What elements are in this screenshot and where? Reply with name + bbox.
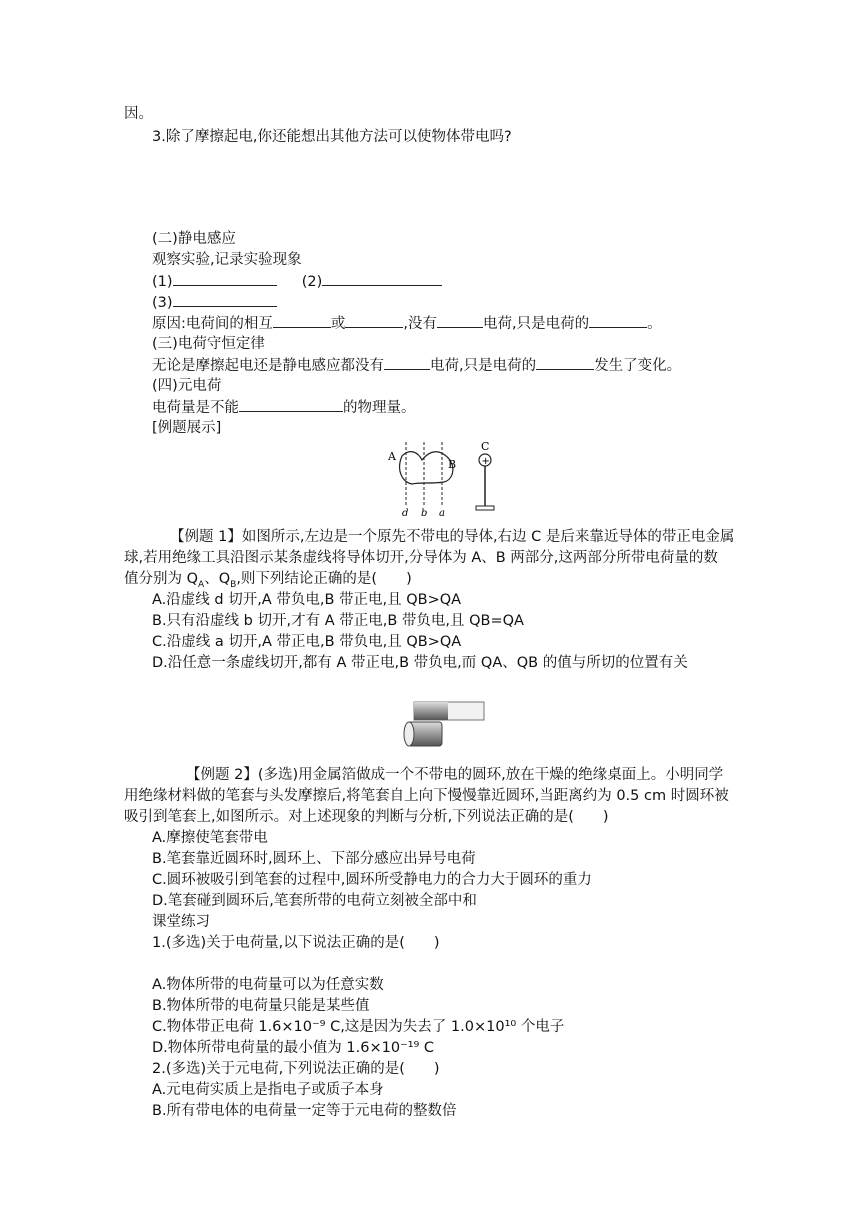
subscript: B: [230, 579, 237, 590]
blank: [322, 271, 442, 286]
obs-1-label: (1): [152, 274, 173, 290]
practice-1-option-d: D.物体所带电荷量的最小值为 1.6×10⁻¹⁹ C: [152, 1040, 435, 1056]
heading-conservation: (三)电荷守恒定律: [152, 336, 265, 352]
label-a: a: [439, 508, 445, 518]
label-d: d: [402, 508, 409, 518]
pen-cap-ring-figure: [400, 700, 490, 750]
text: 值分别为 Q: [124, 571, 199, 587]
example-1-option-a: A.沿虚线 d 切开,A 带负电,B 带正电,且 QB>QA: [152, 592, 462, 608]
elementary-line: [152, 397, 416, 418]
text: 原因:电荷间的相互: [152, 316, 273, 332]
blank: [273, 313, 331, 328]
heading-elementary-charge: (四)元电荷: [152, 378, 222, 394]
practice-question-2: 2.(多选)关于元电荷,下列说法正确的是( ): [152, 1061, 440, 1077]
practice-2-option-a: A.元电荷实质上是指电子或质子本身: [152, 1082, 384, 1098]
text: ,没有: [403, 316, 437, 332]
stand-base: [476, 506, 494, 510]
blank: [589, 313, 647, 328]
example-2-option-a: A.摩擦使笔套带电: [152, 830, 268, 846]
blank: [173, 292, 277, 307]
label-B: B: [448, 458, 457, 471]
reason-line: [152, 313, 662, 334]
question-3: 3.除了摩擦起电,你还能想出其他方法可以使物体带电吗?: [152, 129, 512, 145]
example-1-line-2: 球,若用绝缘工具沿图示某条虚线将导体切开,分导体为 A、B 两部分,这两部分所带电荷量的数: [124, 550, 718, 566]
practice-1-option-b: B.物体所带的电荷量只能是某些值: [152, 998, 370, 1014]
example-2-option-d: D.笔套碰到圆环后,笔套所带的电荷立刻被全部中和: [152, 893, 477, 909]
ring-opening: [404, 722, 414, 746]
observation-row-2: [152, 292, 277, 313]
conductor-figure: [384, 438, 504, 518]
label-b: b: [421, 508, 428, 518]
blank: [345, 313, 403, 328]
example-1-line-1: 【例题 1】如图所示,左边是一个原先不带电的导体,右边 C 是后来靠近导体的带正电金属: [170, 529, 735, 545]
example-2-line-3: 吸引到笔套上,如图所示。对上述现象的判断与分析,下列说法正确的是( ): [124, 809, 609, 825]
example-1-option-c: C.沿虚线 a 切开,A 带正电,B 带负电,且 QB>QA: [152, 634, 462, 650]
text: 发生了变化。: [594, 358, 682, 374]
text: 、Q: [204, 571, 231, 587]
text: 或: [330, 316, 346, 332]
example-1-option-b: B.只有沿虚线 b 切开,才有 A 带正电,B 带负电,且 QB=QA: [152, 613, 524, 629]
example-1-option-d: D.沿任意一条虚线切开,都有 A 带正电,B 带负电,而 QA、QB 的值与所切的位置有关: [152, 655, 688, 671]
practice-1-option-a: A.物体所带的电荷量可以为任意实数: [152, 977, 384, 993]
practice-2-option-b: B.所有带电体的电荷量一定等于元电荷的整数倍: [152, 1103, 457, 1119]
practice-1-option-c: C.物体带正电荷 1.6×10⁻⁹ C,这是因为失去了 1.0×10¹⁰ 个电子: [152, 1019, 565, 1035]
label-A: A: [388, 450, 396, 463]
text: 电荷,只是电荷的: [430, 358, 537, 374]
text: 电荷,只是电荷的: [483, 316, 590, 332]
text: 。: [647, 316, 662, 332]
text: 的物理量。: [343, 400, 416, 416]
blank: [384, 355, 430, 370]
example-2-line-1: 【例题 2】(多选)用金属箔做成一个不带电的圆环,放在干燥的绝缘桌面上。小明同学: [186, 767, 724, 783]
conductor-shape: [400, 452, 453, 484]
text-line: 因。: [124, 106, 153, 122]
observe-text: 观察实验,记录实验现象: [152, 252, 302, 268]
subscript: A: [198, 579, 205, 590]
example-heading: [例题展示]: [152, 420, 222, 436]
conservation-line: [152, 355, 681, 376]
heading-electrostatic-induction: (二)静电感应: [152, 231, 236, 247]
blank: [437, 313, 483, 328]
example-2-option-c: C.圆环被吸引到笔套的过程中,圆环所受静电力的合力大于圆环的重力: [152, 872, 592, 888]
example-2-option-b: B.笔套靠近圆环时,圆环上、下部分感应出异号电荷: [152, 851, 476, 867]
label-C: C: [481, 440, 490, 453]
blank: [536, 355, 594, 370]
text: 电荷量是不能: [152, 400, 239, 416]
obs-3-label: (3): [152, 295, 173, 311]
text: ,则下列结论正确的是( ): [236, 571, 412, 587]
practice-question-1: 1.(多选)关于电荷量,以下说法正确的是( ): [152, 935, 440, 951]
plus-sign: +: [481, 456, 490, 467]
text: 无论是摩擦起电还是静电感应都没有: [152, 358, 384, 374]
practice-heading: 课堂练习: [152, 914, 210, 930]
example-2-line-2: 用绝缘材料做的笔套与头发摩擦后,将笔套自上向下慢慢靠近圆环,当距离约为 0.5 cm 时圆环被: [124, 788, 729, 804]
obs-2-label: (2): [301, 274, 323, 290]
pen-cap-shade: [414, 702, 448, 720]
blank: [173, 271, 277, 286]
observation-row-1: [152, 271, 442, 292]
blank: [239, 397, 343, 412]
